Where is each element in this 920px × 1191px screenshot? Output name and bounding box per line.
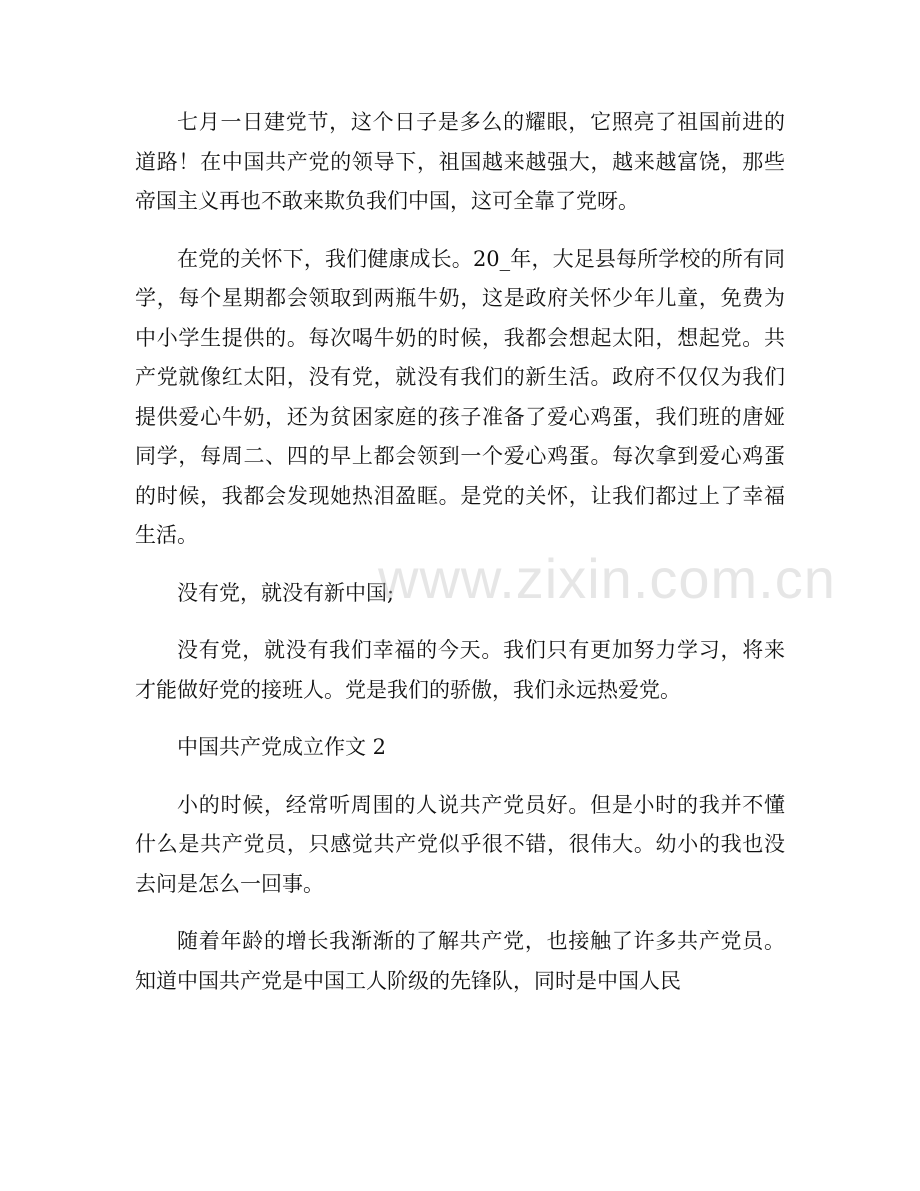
watermark: www.zixin.com.cn [378,547,836,610]
section-heading: 中国共产党成立作文 2 [177,735,387,759]
paragraph-2: 在党的关怀下，我们健康成长。20_年，大足县每所学校的所有同学，每个星期都会领取到两瓶牛奶，这是政府关怀少年儿童，免费为中小学生提供的。每次喝牛奶的时候，我都会想起太阳，想起党。共产党就像红太阳，没有党，就没有我们的新生活。政府不仅仅为我们提供爱心牛奶，还为贫困家庭的孩子准备了爱心鸡蛋，我们班的唐娅同学，每周二、四的早上都会领到一个爱心鸡蛋。每次拿到爱心鸡蛋的时候，我都会发现她热泪盈眶。是党的关怀，让我们都过上了幸福生活。 [135,246,785,547]
paragraph-6: 随着年龄的增长我渐渐的了解共产党，也接触了许多共产党员。知道中国共产党是中国工人阶级的先锋队，同时是中国人民 [135,929,785,993]
paragraph-1: 七月一日建党节，这个日子是多么的耀眼，它照亮了祖国前进的道路！在中国共产党的领导下，祖国越来越强大，越来越富饶，那些帝国主义再也不敢来欺负我们中国，这可全靠了党呀。 [135,110,785,213]
paragraph-3: 没有党，就没有新中国; [177,580,395,605]
paragraph-5: 小的时候，经常听周围的人说共产党员好。但是小时的我并不懂什么是共产党员，只感觉共产党似乎很不错，很伟大。幼小的我也没去问是怎么一回事。 [135,792,785,896]
document-body [135,103,785,1019]
paragraph-4: 没有党，就没有我们幸福的今天。我们只有更加努力学习，将来才能做好党的接班人。党是我们的骄傲，我们永远热爱党。 [135,638,785,702]
